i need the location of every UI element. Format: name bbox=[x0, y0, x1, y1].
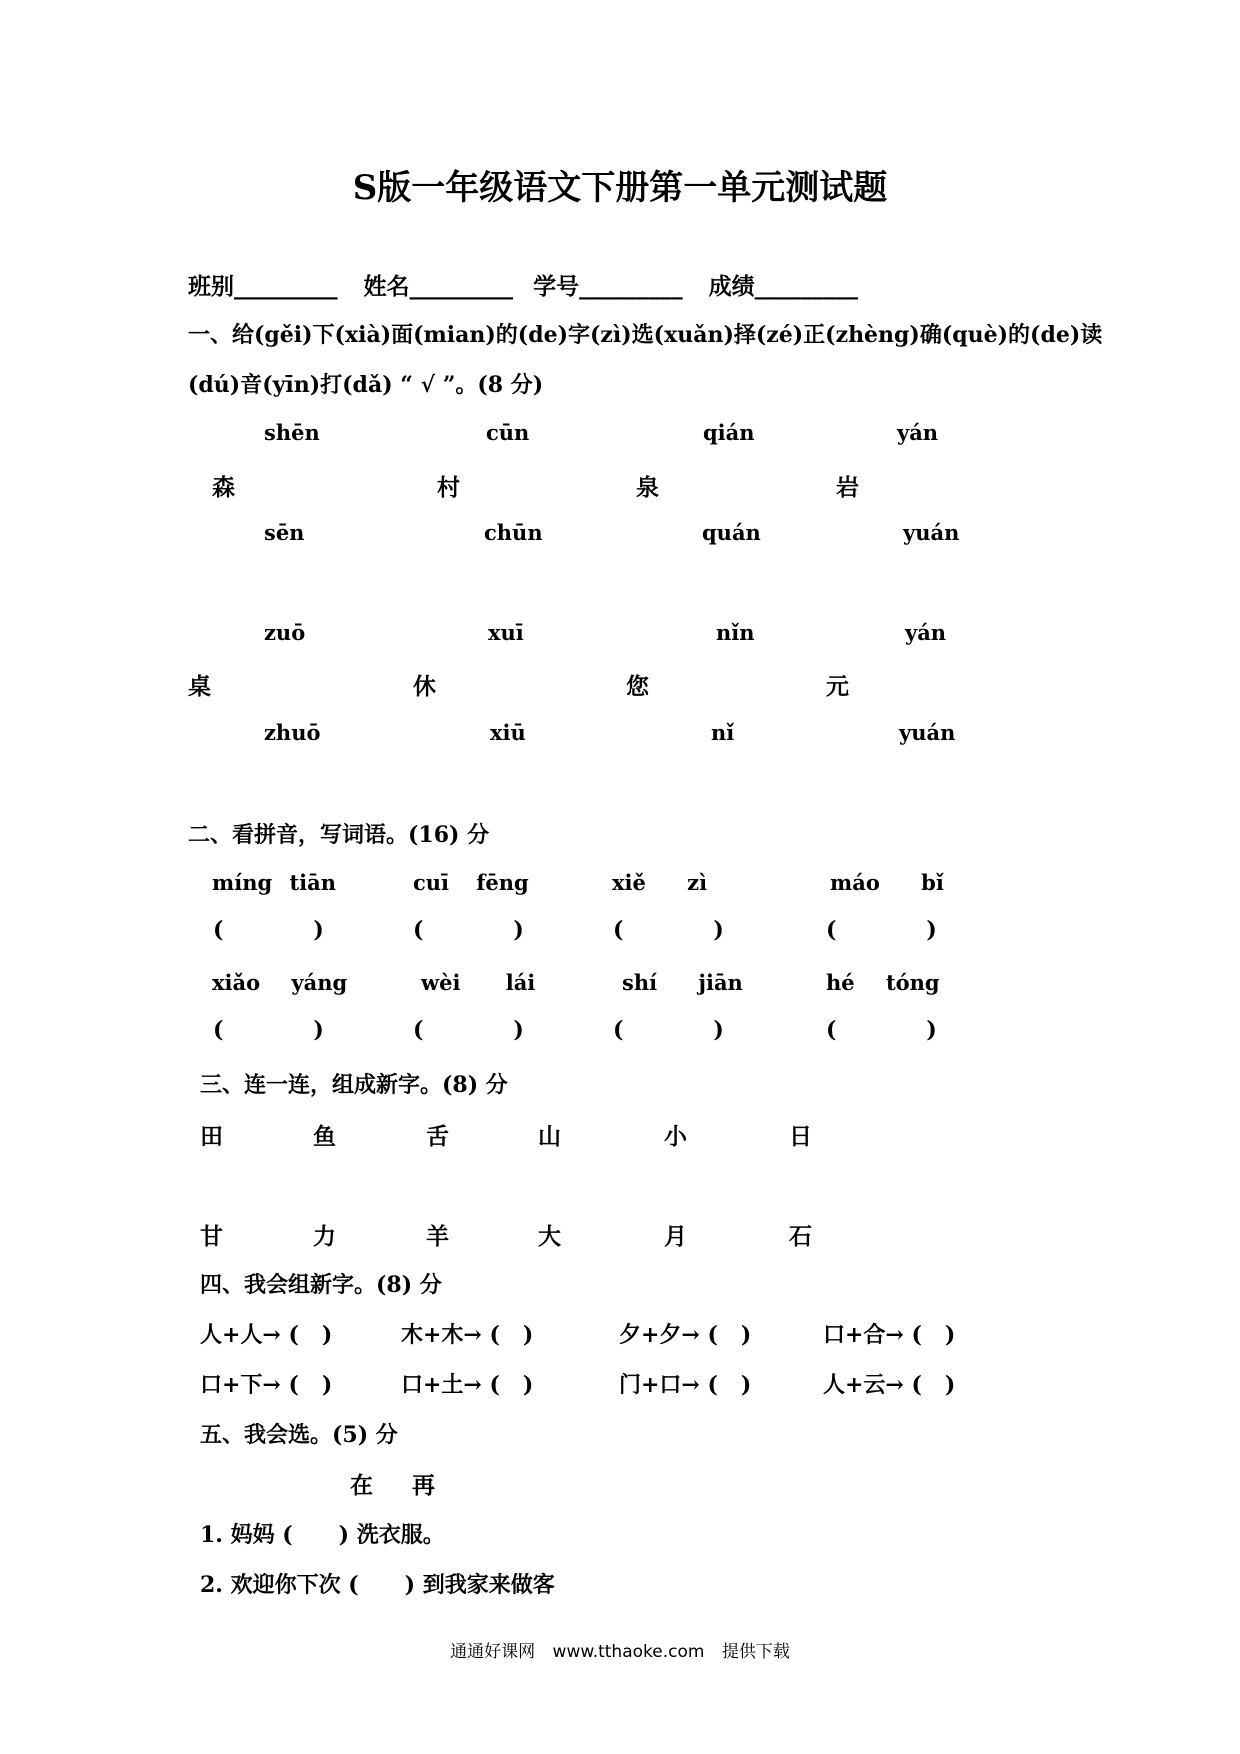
s2-pinyin: wèi lái bbox=[421, 970, 536, 995]
s1-g2-top-pinyin: xuī bbox=[488, 620, 524, 645]
section4-heading: 四、我会组新字。(8) 分 bbox=[200, 1272, 442, 1298]
s1-g2-top-pinyin: yán bbox=[905, 620, 947, 645]
s4-item: 口+土→ ( ) bbox=[401, 1372, 534, 1398]
s4-item: 人+云→ ( ) bbox=[823, 1372, 956, 1398]
s1-g1-top-pinyin: shēn bbox=[264, 420, 320, 445]
s4-item: 木+木→ ( ) bbox=[401, 1322, 534, 1348]
s3-char: 力 bbox=[313, 1223, 336, 1250]
section1-heading-line2: (dú)音(yīn)打(dǎ) “ √ ”。(8 分) bbox=[188, 372, 544, 398]
s2-answer-bracket: ( ) bbox=[213, 917, 324, 943]
s2-pinyin: máo bǐ bbox=[830, 870, 944, 895]
s3-char: 舌 bbox=[426, 1123, 449, 1150]
s3-char: 石 bbox=[789, 1223, 812, 1250]
s3-char: 羊 bbox=[426, 1223, 449, 1250]
s2-answer-bracket: ( ) bbox=[613, 917, 724, 943]
s1-g2-char: 您 bbox=[626, 673, 649, 700]
s1-g1-char: 泉 bbox=[636, 474, 659, 501]
s2-pinyin: shí jiān bbox=[622, 970, 743, 995]
s2-answer-bracket: ( ) bbox=[413, 917, 524, 943]
s4-item: 夕+夕→ ( ) bbox=[619, 1322, 752, 1348]
section5-heading: 五、我会选。(5) 分 bbox=[200, 1422, 398, 1448]
s1-g1-top-pinyin: cūn bbox=[486, 420, 530, 445]
s1-g2-char: 元 bbox=[826, 673, 849, 700]
s3-char: 小 bbox=[664, 1123, 687, 1150]
s4-item: 口+下→ ( ) bbox=[200, 1372, 333, 1398]
s5-option: 再 bbox=[412, 1472, 435, 1499]
s2-pinyin: xiǎo yáng bbox=[212, 970, 348, 995]
info-line bbox=[188, 268, 858, 301]
name-blank: _________ bbox=[409, 273, 514, 300]
page-title: S版一年级语文下册第一单元测试题 bbox=[352, 168, 888, 208]
footer-suffix: 提供下载 bbox=[721, 1642, 790, 1662]
s3-char: 日 bbox=[789, 1123, 812, 1150]
s1-g1-top-pinyin: qián bbox=[703, 420, 755, 445]
s5-item: 1. 妈妈 ( ) 洗衣服。 bbox=[200, 1522, 445, 1548]
s1-g2-char: 休 bbox=[413, 673, 436, 700]
s3-char: 大 bbox=[538, 1223, 561, 1250]
s1-g2-char: 桌 bbox=[188, 673, 211, 700]
class-blank: _________ bbox=[234, 273, 338, 300]
s1-g1-top-pinyin: yán bbox=[897, 420, 939, 445]
s2-answer-bracket: ( ) bbox=[826, 1017, 937, 1043]
s1-g2-top-pinyin: zuō bbox=[264, 620, 306, 645]
page-footer bbox=[0, 1637, 1240, 1662]
s2-answer-bracket: ( ) bbox=[826, 917, 937, 943]
s4-item: 门+口→ ( ) bbox=[619, 1372, 752, 1398]
s2-answer-bracket: ( ) bbox=[213, 1017, 324, 1043]
footer-url[interactable]: www.tthaoke.com bbox=[552, 1642, 705, 1662]
section2-heading: 二、看拼音，写词语。(16) 分 bbox=[188, 822, 490, 848]
s4-item: 口+合→ ( ) bbox=[823, 1322, 956, 1348]
number-label: 学号 bbox=[533, 273, 580, 300]
s1-g2-bottom-pinyin: nǐ bbox=[711, 720, 735, 745]
s2-pinyin: hé tóng bbox=[826, 970, 940, 995]
s5-option: 在 bbox=[350, 1472, 373, 1499]
s1-g1-bottom-pinyin: quán bbox=[702, 520, 761, 545]
s1-g1-char: 岩 bbox=[836, 474, 859, 501]
s2-answer-bracket: ( ) bbox=[413, 1017, 524, 1043]
s1-g2-bottom-pinyin: yuán bbox=[899, 720, 956, 745]
s3-char: 甘 bbox=[200, 1223, 223, 1250]
number-blank: _________ bbox=[579, 273, 683, 300]
s3-char: 山 bbox=[538, 1123, 561, 1150]
s1-g2-top-pinyin: nǐn bbox=[716, 620, 755, 645]
s5-item: 2. 欢迎你下次 ( ) 到我家来做客 bbox=[200, 1572, 555, 1598]
score-label: 成绩 bbox=[708, 273, 755, 300]
s1-g1-bottom-pinyin: sēn bbox=[264, 520, 305, 545]
s3-char: 月 bbox=[664, 1223, 687, 1250]
s4-item: 人+人→ ( ) bbox=[200, 1322, 333, 1348]
footer-site-name: 通通好课网 bbox=[450, 1642, 536, 1662]
s1-g1-char: 森 bbox=[212, 474, 235, 501]
section1-heading-line1: 一、给(gěi)下(xià)面(mian)的(de)字(zì)选(xuǎn)择(zé)正(zhèng)确(què)的(de)读 bbox=[188, 322, 1103, 348]
s1-g2-bottom-pinyin: zhuō bbox=[264, 720, 321, 745]
s2-pinyin: cuī fēng bbox=[413, 870, 529, 895]
name-label: 姓名 bbox=[363, 273, 410, 300]
class-label: 班别 bbox=[188, 273, 234, 300]
s1-g1-char: 村 bbox=[437, 474, 460, 501]
s2-pinyin: xiě zì bbox=[612, 870, 708, 895]
s2-answer-bracket: ( ) bbox=[613, 1017, 724, 1043]
section3-heading: 三、连一连，组成新字。(8) 分 bbox=[200, 1072, 508, 1098]
s3-char: 田 bbox=[200, 1123, 223, 1150]
s2-pinyin: míng tiān bbox=[212, 870, 337, 895]
s1-g1-bottom-pinyin: yuán bbox=[903, 520, 960, 545]
s1-g2-bottom-pinyin: xiū bbox=[490, 720, 526, 745]
s3-char: 鱼 bbox=[313, 1123, 336, 1150]
s1-g1-bottom-pinyin: chūn bbox=[484, 520, 543, 545]
score-blank: _________ bbox=[754, 273, 859, 300]
